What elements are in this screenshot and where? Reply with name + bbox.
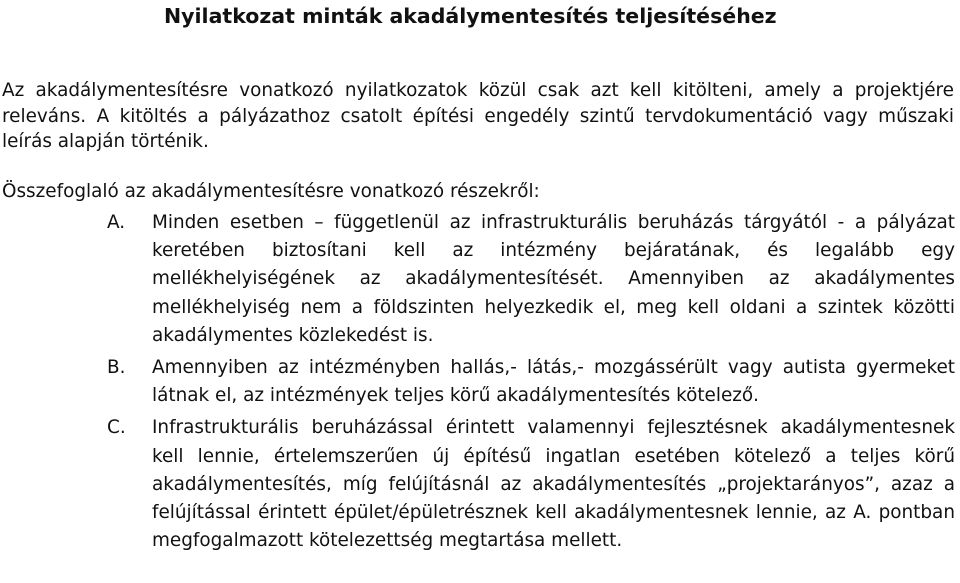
list-item-c <box>107 414 955 555</box>
requirements-list <box>107 209 955 559</box>
document-title: Nyilatkozat minták akadálymentesítés teljesítéséhez <box>164 4 777 28</box>
list-item-b <box>107 354 955 410</box>
list-marker: B. <box>107 357 126 379</box>
list-item-text: Minden esetben – függetlenül az infrastrukturális beruházás tárgyától - a pályázat keretében biztosítani kell az intézmény bejáratának, és legalább egy mellékhelyiségének az akadálymentesítését. Amennyiben az akadálymentes mellékhelyiség nem a földszinten helyezkedik el, meg kell oldani a szintek közötti akadálymentes közlekedést is. <box>152 212 955 346</box>
list-item-a <box>107 209 955 350</box>
summary-heading: Összefoglaló az akadálymentesítésre vonatkozó részekről: <box>2 181 540 202</box>
list-marker: A. <box>107 212 126 233</box>
list-item-text: Amennyiben az intézményben hallás,- látás,- mozgássérült vagy autista gyermeket látnak el, az intézmények teljes körű akadálymentesítés kötelező. <box>152 357 955 407</box>
list-item-text: Infrastrukturális beruházással érintett valamennyi fejlesztésnek akadálymentesnek kell lennie, értelemszerűen új építésű ingatlan esetében kötelező a teljes körű akadálymentesítés, míg felújításnál az akadálymentesítés „projektarányos”, azaz a felújítással érintett épület/épületrésznek kell akadálymentesnek lennie, az A. pontban megfogalmazott kötelezettség megtartása mellett. <box>152 417 955 552</box>
intro-paragraph: Az akadálymentesítésre vonatkozó nyilatkozatok közül csak azt kell kitölteni, amely a projektjére releváns. A kitöltés a pályázathoz csatolt építési engedély szintű tervdokumentáció vagy műszaki leírás alapján történik. <box>2 80 954 152</box>
list-marker: C. <box>107 417 126 439</box>
